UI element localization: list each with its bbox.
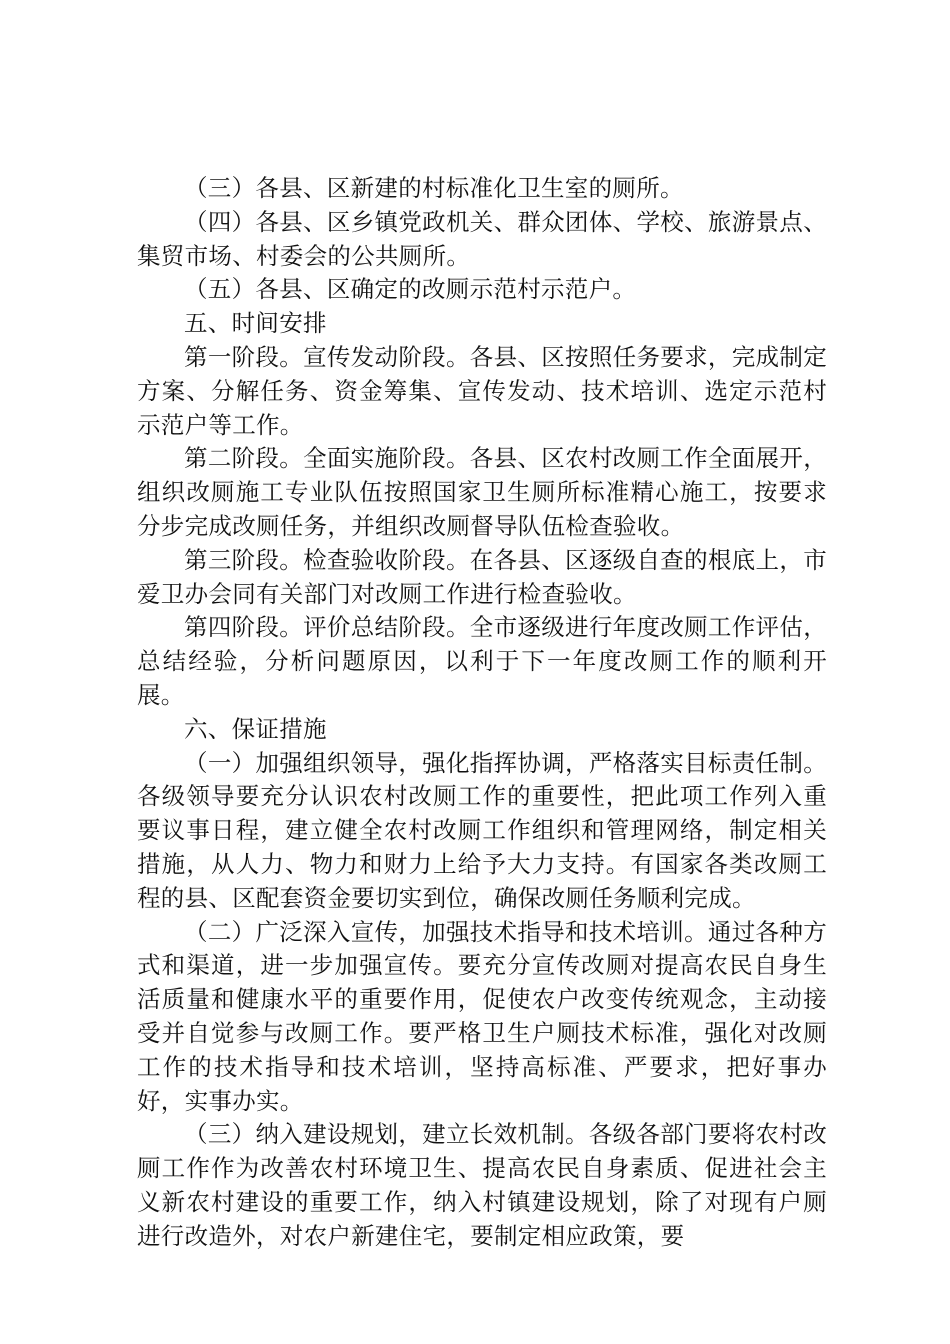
paragraph-stage-4: 第四阶段。评价总结阶段。全市逐级进行年度改厕工作评估，总结经验，分析问题原因，以利于下一年度改厕工作的顺利开展。 <box>137 613 827 709</box>
paragraph-item-3: （三）各县、区新建的村标准化卫生室的厕所。 <box>184 174 684 202</box>
section-heading-schedule: 五、时间安排 <box>184 309 327 338</box>
paragraph-stage-3: 第三阶段。检查验收阶段。在各县、区逐级自查的根底上，市爱卫办会同有关部门对改厕工作进行检查验收。 <box>137 545 827 608</box>
document-body <box>137 172 827 1254</box>
paragraph-measure-2: （二）广泛深入宣传，加强技术指导和技术培训。通过各种方式和渠道，进一步加强宣传。要充分宣传改厕对提高农民自身生活质量和健康水平的重要作用，促使农户改变传统观念，主动接受并自觉参与改厕工作。要严格卫生户厕技术标准，强化对改厕工作的技术指导和技术培训，坚持高标准、严要求，把好事办好，实事办实。 <box>137 917 827 1115</box>
paragraph-measure-1: （一）加强组织领导，强化指挥协调，严格落实目标责任制。各级领导要充分认识农村改厕工作的重要性，把此项工作列入重要议事日程，建立健全农村改厕工作组织和管理网络，制定相关措施，从人力、物力和财力上给予大力支持。有国家各类改厕工程的县、区配套资金要切实到位，确保改厕任务顺利完成。 <box>137 748 827 912</box>
paragraph-stage-2: 第二阶段。全面实施阶段。各县、区农村改厕工作全面展开，组织改厕施工专业队伍按照国家卫生厕所标准精心施工，按要求分步完成改厕任务，并组织改厕督导队伍检查验收。 <box>137 444 827 540</box>
section-heading-measures: 六、保证措施 <box>184 714 327 743</box>
paragraph-item-5: （五）各县、区确定的改厕示范村示范户。 <box>184 275 637 304</box>
paragraph-stage-1: 第一阶段。宣传发动阶段。各县、区按照任务要求，完成制定方案、分解任务、资金筹集、宣传发动、技术培训、选定示范村示范户等工作。 <box>137 342 827 439</box>
paragraph-measure-3: （三）纳入建设规划，建立长效机制。各级各部门要将农村改厕工作作为改善农村环境卫生、提高农民自身素质、促进社会主义新农村建设的重要工作，纳入村镇建设规划，除了对现有户厕进行改造外，对农户新建住宅，要制定相应政策，要 <box>137 1120 827 1250</box>
paragraph-item-4: （四）各县、区乡镇党政机关、群众团体、学校、旅游景点、集贸市场、村委会的公共厕所。 <box>137 207 827 270</box>
